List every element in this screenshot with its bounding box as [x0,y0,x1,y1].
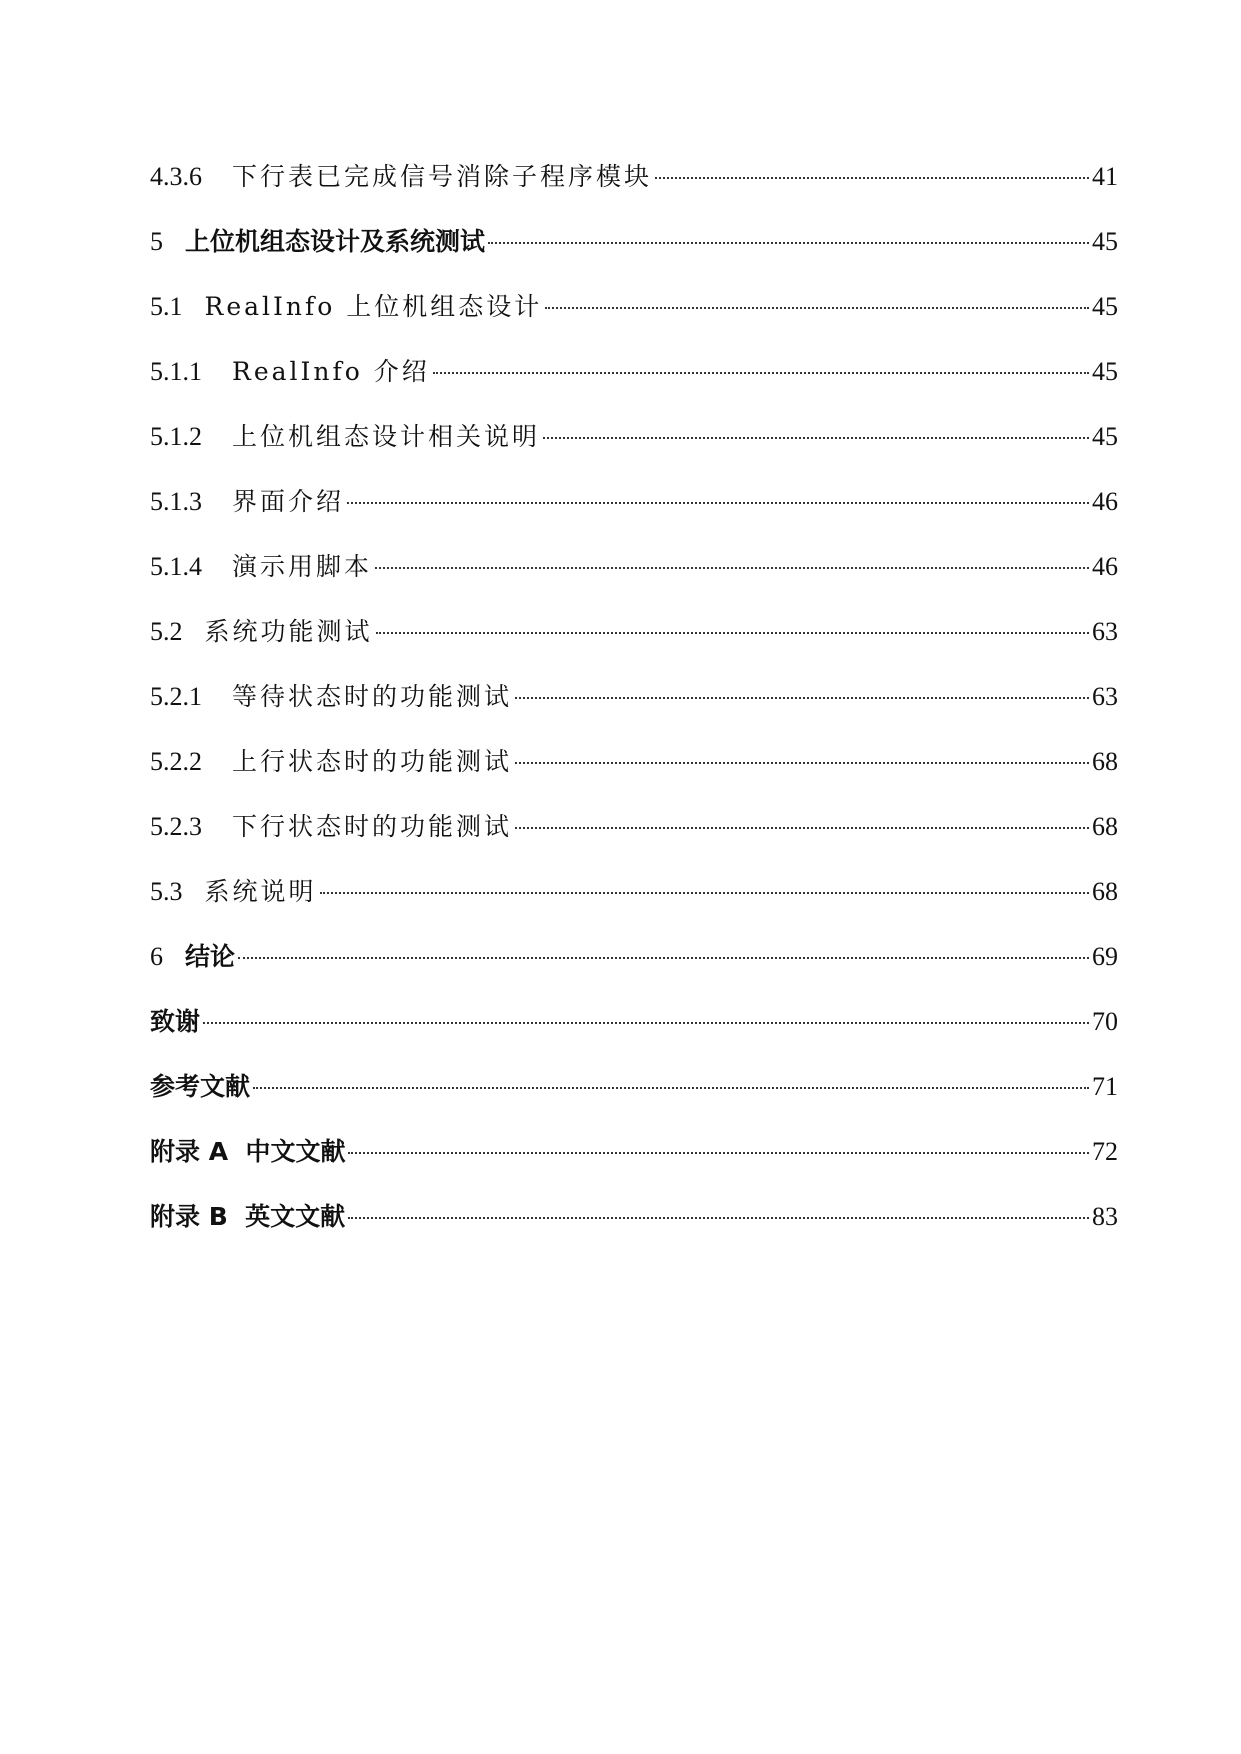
toc-entry-number: 5.2.2 [150,747,202,776]
toc-entry-acknowledgements[interactable] [150,1002,1118,1067]
toc-entry-page: 45 [1092,422,1118,451]
toc-entry-page: 69 [1092,942,1118,971]
toc-entry-5-2[interactable] [150,612,1118,677]
toc-entry-page: 83 [1092,1202,1118,1231]
toc-entry-title: 附录 B 英文文献 [150,1202,346,1231]
dot-leader [515,762,1089,764]
toc-entry-page: 71 [1092,1072,1118,1101]
dot-leader [488,242,1089,244]
toc-entry-title: 结论 [185,942,236,971]
toc-entry-number: 6 [150,942,163,971]
toc-entry-title: 附录 A 中文文献 [150,1137,346,1166]
toc-entry-number: 5.2 [150,617,183,646]
toc-entry-title: 上行状态时的功能测试 [232,747,513,776]
dot-leader [655,177,1089,179]
toc-entry-title: RealInfo 介绍 [232,357,430,386]
toc-entry-appendix-a[interactable] [150,1132,1118,1197]
dot-leader [515,827,1089,829]
toc-entry-5-1[interactable] [150,287,1118,352]
toc-entry-5[interactable] [150,222,1118,287]
toc-entry-page: 72 [1092,1137,1118,1166]
toc-entry-page: 68 [1092,812,1118,841]
dot-leader [320,892,1089,894]
toc-entry-number: 5.1.3 [150,487,202,516]
toc-entry-page: 45 [1092,292,1118,321]
dot-leader [375,567,1089,569]
toc-entry-title: 致谢 [150,1007,201,1036]
dot-leader [348,1152,1089,1154]
toc-entry-title: 演示用脚本 [232,552,373,581]
toc-entry-number: 5.1.1 [150,357,202,386]
toc-entry-number: 5.1.2 [150,422,202,451]
toc-entry-title: 下行表已完成信号消除子程序模块 [232,162,653,191]
toc-entry-page: 45 [1092,357,1118,386]
toc-entry-number: 5.1.4 [150,552,202,581]
table-of-contents [150,157,1118,1262]
dot-leader [238,957,1089,959]
toc-entry-5-1-4[interactable] [150,547,1118,612]
toc-entry-page: 63 [1092,682,1118,711]
toc-entry-page: 46 [1092,487,1118,516]
toc-entry-references[interactable] [150,1067,1118,1132]
toc-entry-5-1-3[interactable] [150,482,1118,547]
toc-entry-title: 上位机组态设计及系统测试 [185,227,486,256]
dot-leader [203,1022,1089,1024]
toc-entry-page: 70 [1092,1007,1118,1036]
toc-entry-title: 系统说明 [204,877,317,906]
toc-entry-page: 68 [1092,747,1118,776]
dot-leader [253,1087,1089,1089]
dot-leader [433,372,1089,374]
toc-entry-page: 68 [1092,877,1118,906]
toc-entry-5-1-1[interactable] [150,352,1118,417]
toc-entry-title: 下行状态时的功能测试 [232,812,513,841]
toc-entry-title: 界面介绍 [232,487,345,516]
toc-entry-number: 5.2.3 [150,812,202,841]
toc-entry-5-1-2[interactable] [150,417,1118,482]
toc-entry-number: 5.2.1 [150,682,202,711]
toc-entry-5-2-3[interactable] [150,807,1118,872]
toc-entry-6[interactable] [150,937,1118,1002]
toc-entry-number: 5.1 [150,292,183,321]
toc-entry-title: 参考文献 [150,1072,251,1101]
dot-leader [376,632,1089,634]
toc-entry-number: 4.3.6 [150,162,202,191]
toc-entry-page: 41 [1092,162,1118,191]
toc-entry-page: 63 [1092,617,1118,646]
toc-entry-page: 46 [1092,552,1118,581]
toc-entry-title: 系统功能测试 [204,617,373,646]
toc-entry-page: 45 [1092,227,1118,256]
dot-leader [347,502,1089,504]
toc-entry-5-2-2[interactable] [150,742,1118,807]
toc-entry-title: RealInfo 上位机组态设计 [204,292,543,321]
dot-leader [348,1217,1089,1219]
toc-entry-title: 上位机组态设计相关说明 [232,422,541,451]
toc-entry-5-2-1[interactable] [150,677,1118,742]
toc-entry-5-3[interactable] [150,872,1118,937]
dot-leader [545,307,1089,309]
toc-entry-4-3-6[interactable] [150,157,1118,222]
dot-leader [515,697,1089,699]
toc-entry-appendix-b[interactable] [150,1197,1118,1262]
toc-entry-title: 等待状态时的功能测试 [232,682,513,711]
toc-entry-number: 5.3 [150,877,183,906]
toc-entry-number: 5 [150,227,163,256]
dot-leader [543,437,1089,439]
